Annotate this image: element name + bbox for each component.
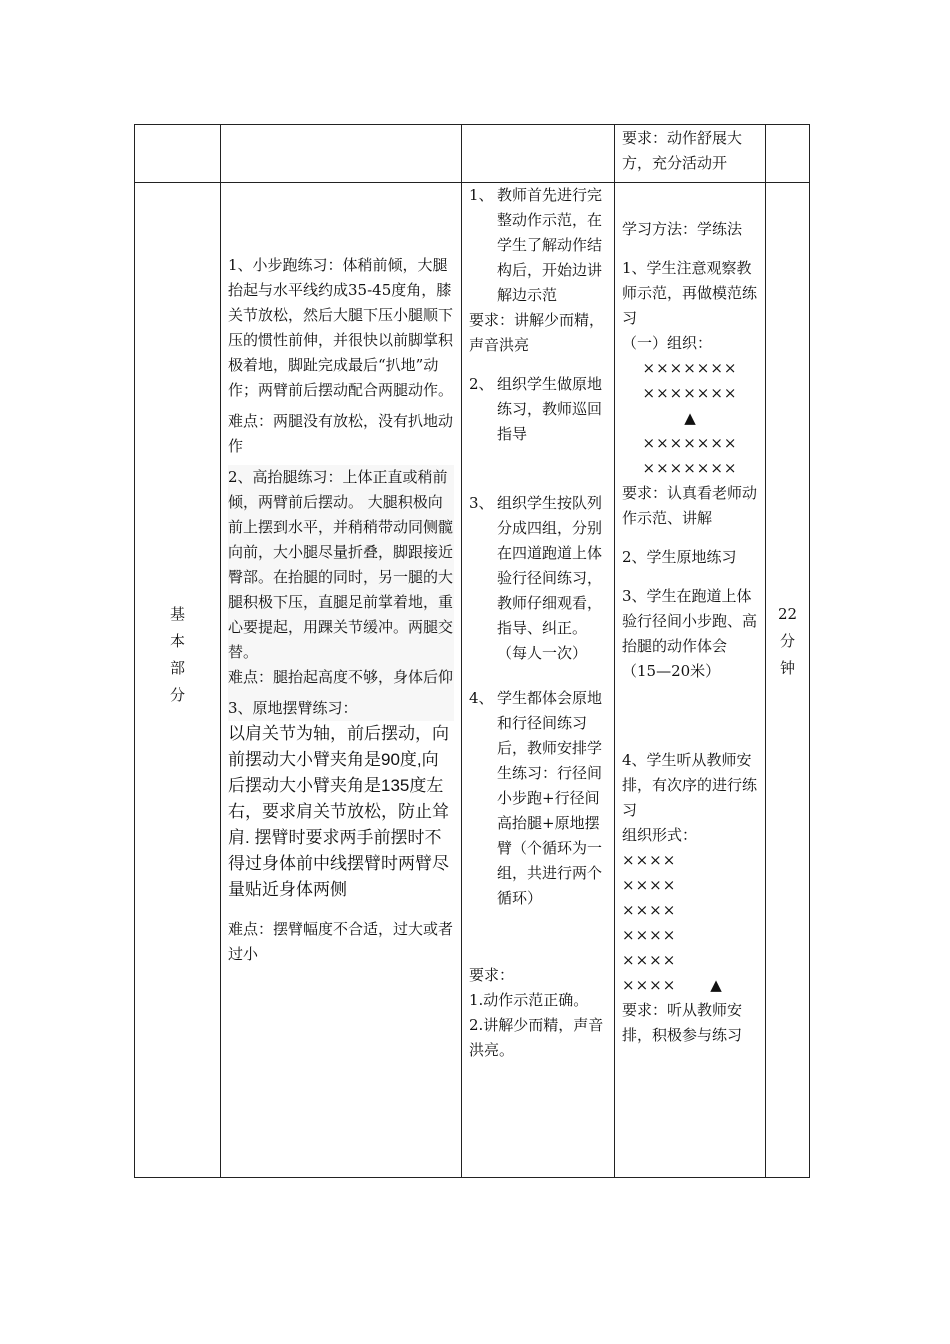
teacher-position-marker: ▲ — [710, 976, 722, 994]
section-char: 部 — [169, 659, 185, 677]
formation-row: ×××× — [622, 851, 677, 869]
cell-duration-top — [766, 125, 810, 183]
teacher-requirement-title: 要求： — [469, 966, 515, 984]
cell-teacher-top — [462, 125, 615, 183]
teacher-requirement-2: 2.讲解少而精，声音洪亮。 — [469, 1016, 604, 1059]
high-knee-text: 2、高抬腿练习：上体正直或稍前倾，两臂前后摆动。 大腿积极向前上摆到水平，并稍稍带动同侧髋向前，大小腿尽量折叠，脚跟接近臀部。在抬腿的同时，另一腿的大腿积极下压，直腿足前掌着地，重心要提起，用踝关节缓冲。两腿交替。 — [228, 468, 454, 661]
small-step-run-difficulty: 难点：两腿没有放松，没有扒地动作 — [228, 412, 454, 455]
organization-form-title: 组织形式： — [622, 826, 698, 844]
cell-student — [615, 183, 766, 1178]
formation-row: ××××××× — [642, 384, 738, 402]
student-step-2: 2、学生原地练习 — [622, 548, 737, 566]
student-requirement-2: 要求：听从教师安排，积极参与练习 — [622, 1001, 743, 1044]
lesson-plan-table — [134, 124, 810, 1178]
section-char: 本 — [169, 632, 185, 650]
cell-student-top — [615, 125, 766, 183]
high-knee-difficulty: 难点：腿抬起高度不够，身体后仰 — [228, 668, 454, 686]
arm-swing-text: 以肩关节为轴，前后摆动，向前摆动大小臂夹角是90度,向后摆动大小臂夹角是135度左右，要求肩关节放松，防止耸肩. 摆臂时要求两手前摆时不得过身体前中线摆臂时两臂尽量贴近身体两侧 — [228, 724, 449, 899]
section-char: 基 — [169, 605, 185, 623]
cell-duration — [766, 183, 810, 1178]
table-row-main — [135, 183, 810, 1178]
student-step-4: 4、学生听从教师安排，有次序的进行练习 — [622, 751, 758, 819]
list-item: 4、 学生都体会原地和行径间练习后，教师安排学生练习：行径间小步跑+行径间高抬腿+原地摆臂（个循环为一组，共进行两个循环） — [469, 689, 603, 907]
learning-method: 学习方法：学练法 — [622, 220, 743, 238]
arm-swing-title: 3、原地摆臂练习： — [228, 699, 358, 717]
cell-content — [221, 183, 462, 1178]
student-step-1: 1、学生注意观察教师示范，再做模范练习 — [622, 259, 758, 327]
small-step-run-text: 1、小步跑练习：体稍前倾，大腿抬起与水平线约成35-45度角，膝关节放松，然后大腿下压小腿顺下压的惯性前伸，并很快以前脚掌积极着地，脚趾完成最后“扒地”动作；两臂前后摆动配合两腿动作。 — [228, 256, 454, 399]
duration-unit-char: 分 — [779, 632, 795, 650]
teacher-steps — [469, 183, 607, 911]
list-item: 2、 组织学生做原地练习，教师巡回指导 — [469, 375, 603, 443]
cell-section-top — [135, 125, 221, 183]
list-item: 要求：讲解少而精，声音洪亮 — [469, 311, 605, 354]
teacher-requirement-1: 1.动作示范正确。 — [469, 991, 589, 1009]
arm-swing-difficulty: 难点：摆臂幅度不合适，过大或者过小 — [228, 920, 454, 963]
formation-row: ××××××× — [642, 459, 738, 477]
cell-content-top — [221, 125, 462, 183]
list-item: 1、 教师首先进行完整动作示范，在学生了解动作结构后，开始边讲解边示范 — [469, 186, 603, 304]
student-step-3: 3、学生在跑道上体验行径间小步跑、高抬腿的动作体会（15—20米） — [622, 587, 758, 680]
teacher-position-marker: ▲ — [684, 409, 696, 427]
formation-row: ××××××× — [642, 434, 738, 452]
section-char: 分 — [169, 686, 185, 704]
formation-row: ×××× — [622, 951, 677, 969]
formation-row: ×××× — [622, 976, 677, 994]
table-row-top — [135, 125, 810, 183]
duration-unit-char: 钟 — [779, 659, 795, 677]
student-requirement-1: 要求：认真看老师动作示范、讲解 — [622, 484, 758, 527]
list-item: 3、 组织学生按队列分成四组，分别在四道跑道上体验行径间练习，教师仔细观看，指导、纠正。（每人一次） — [469, 494, 603, 662]
formation-row: ×××× — [622, 901, 677, 919]
cell-teacher — [462, 183, 615, 1178]
formation-row: ××××××× — [642, 359, 738, 377]
student-top-requirement: 要求：动作舒展大方，充分活动开 — [622, 129, 743, 172]
cell-section-label — [135, 183, 221, 1178]
organization-title: （一）组织： — [622, 334, 713, 352]
formation-row: ×××× — [622, 926, 677, 944]
formation-row: ×××× — [622, 876, 677, 894]
duration-number: 22 — [777, 605, 798, 623]
